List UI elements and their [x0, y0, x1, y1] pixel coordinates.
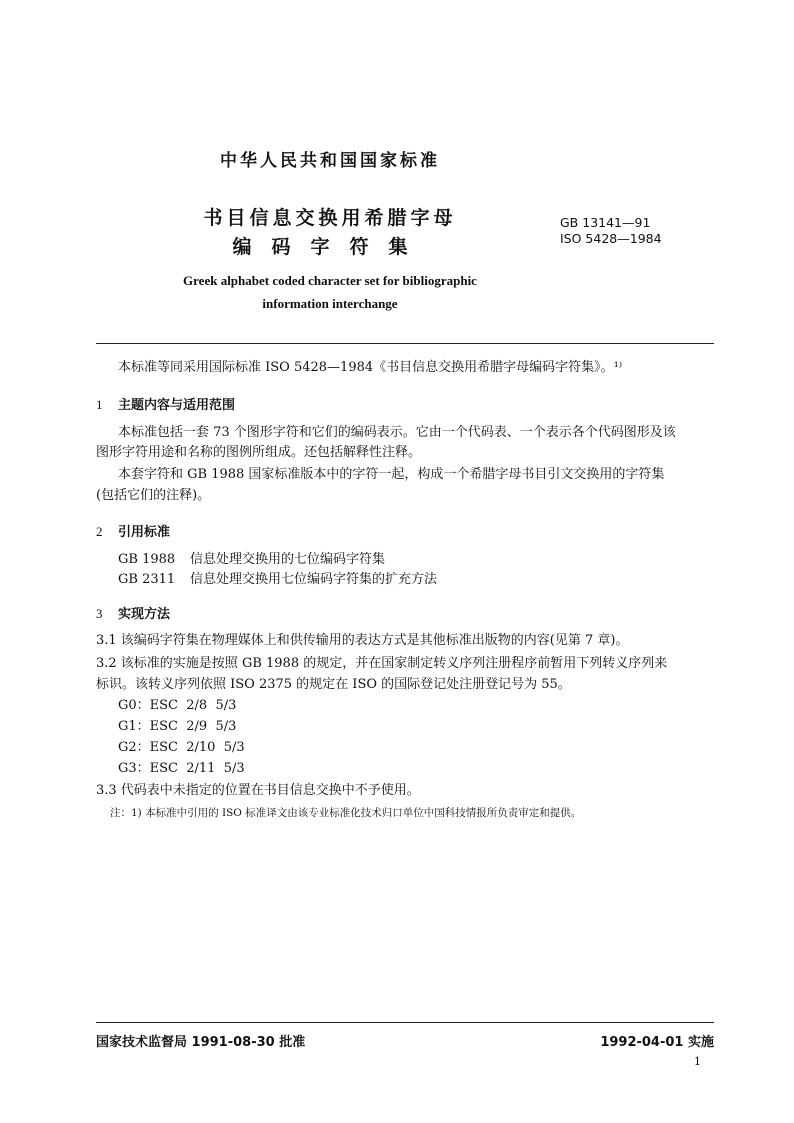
reference-title: 信息处理交换用的七位编码字符集 [190, 552, 386, 567]
gb-standard-number: GB 13141—91 [560, 215, 651, 230]
intro-paragraph: 本标准等同采用国际标准 ISO 5428—1984《书目信息交换用希腊字母编码字符集》。¹⁾ [118, 360, 623, 375]
clause-3-3: 3.3 代码表中未指定的位置在书目信息交换中不予使用。 [96, 783, 420, 798]
reference-code: GB 1988 [118, 552, 176, 567]
approval-date: 国家技术监督局 1991-08-30 批准 [96, 1035, 306, 1050]
page-number: 1 [694, 1055, 701, 1068]
footnote: 注：1) 本标准中引用的 ISO 标准译文由该专业标准化技术归口单位中国科技情报所负责审定和提供。 [110, 807, 582, 819]
reference-row [118, 571, 437, 589]
escape-sequence-g0: G0：ESC 2/8 5/3 [118, 698, 237, 713]
reference-title: 信息处理交换用七位编码字符集的扩充方法 [190, 572, 438, 587]
section-number: 3 [96, 606, 103, 621]
iso-standard-number: ISO 5428—1984 [560, 231, 662, 246]
section-1-para1-line1: 本标准包括一套 73 个图形字符和它们的编码表示。它由一个代码表、一个表示各个代码图形及该 [118, 425, 676, 440]
header-divider [96, 343, 714, 344]
section-1-para2-line1: 本套字符和 GB 1988 国家标准版本中的字符一起，构成一个希腊字母书目引文交换用的字符集 [118, 467, 665, 482]
section-title: 主题内容与适用范围 [118, 398, 236, 413]
section-2-heading [96, 521, 170, 540]
footer-divider [96, 1022, 714, 1023]
section-title: 实现方法 [118, 607, 171, 622]
escape-sequence-g2: G2：ESC 2/10 5/3 [118, 740, 245, 755]
effective-date: 1992-04-01 实施 [600, 1035, 714, 1050]
section-1-para1-line2: 图形字符用途和名称的图例所组成。还包括解释性注释。 [96, 445, 422, 460]
clause-3-2-line2: 标识。该转义序列依照 ISO 2375 的规定在 ISO 的国际登记处注册登记号为 55。 [96, 677, 571, 692]
standard-numbers [560, 215, 662, 247]
document-title-line1: 书目信息交换用希腊字母 [203, 207, 457, 229]
section-number: 2 [96, 524, 103, 539]
document-title-line2: 编码字符集 [232, 236, 428, 258]
section-3-heading [96, 603, 170, 622]
section-title: 引用标准 [118, 525, 171, 540]
section-number: 1 [96, 397, 103, 412]
section-1-heading [96, 394, 235, 413]
escape-sequence-g3: G3：ESC 2/11 5/3 [118, 761, 245, 776]
national-standard-heading: 中华人民共和国国家标准 [220, 151, 440, 171]
english-title-line2: information interchange [262, 296, 398, 311]
clause-3-2-line1: 3.2 该标准的实施是按照 GB 1988 的规定，并在国家制定转义序列注册程序前暂用下列转义序列来 [96, 656, 668, 671]
clause-3-1: 3.1 该编码字符集在物理媒体上和供传输用的表达方式是其他标准出版物的内容(见第 7 章)。 [96, 633, 629, 648]
reference-row [118, 551, 385, 569]
escape-sequence-g1: G1：ESC 2/9 5/3 [118, 719, 237, 734]
reference-code: GB 2311 [118, 572, 176, 587]
english-title-line1: Greek alphabet coded character set for bibliographic [183, 273, 477, 288]
section-1-para2-line2: (包括它们的注释)。 [96, 488, 211, 503]
